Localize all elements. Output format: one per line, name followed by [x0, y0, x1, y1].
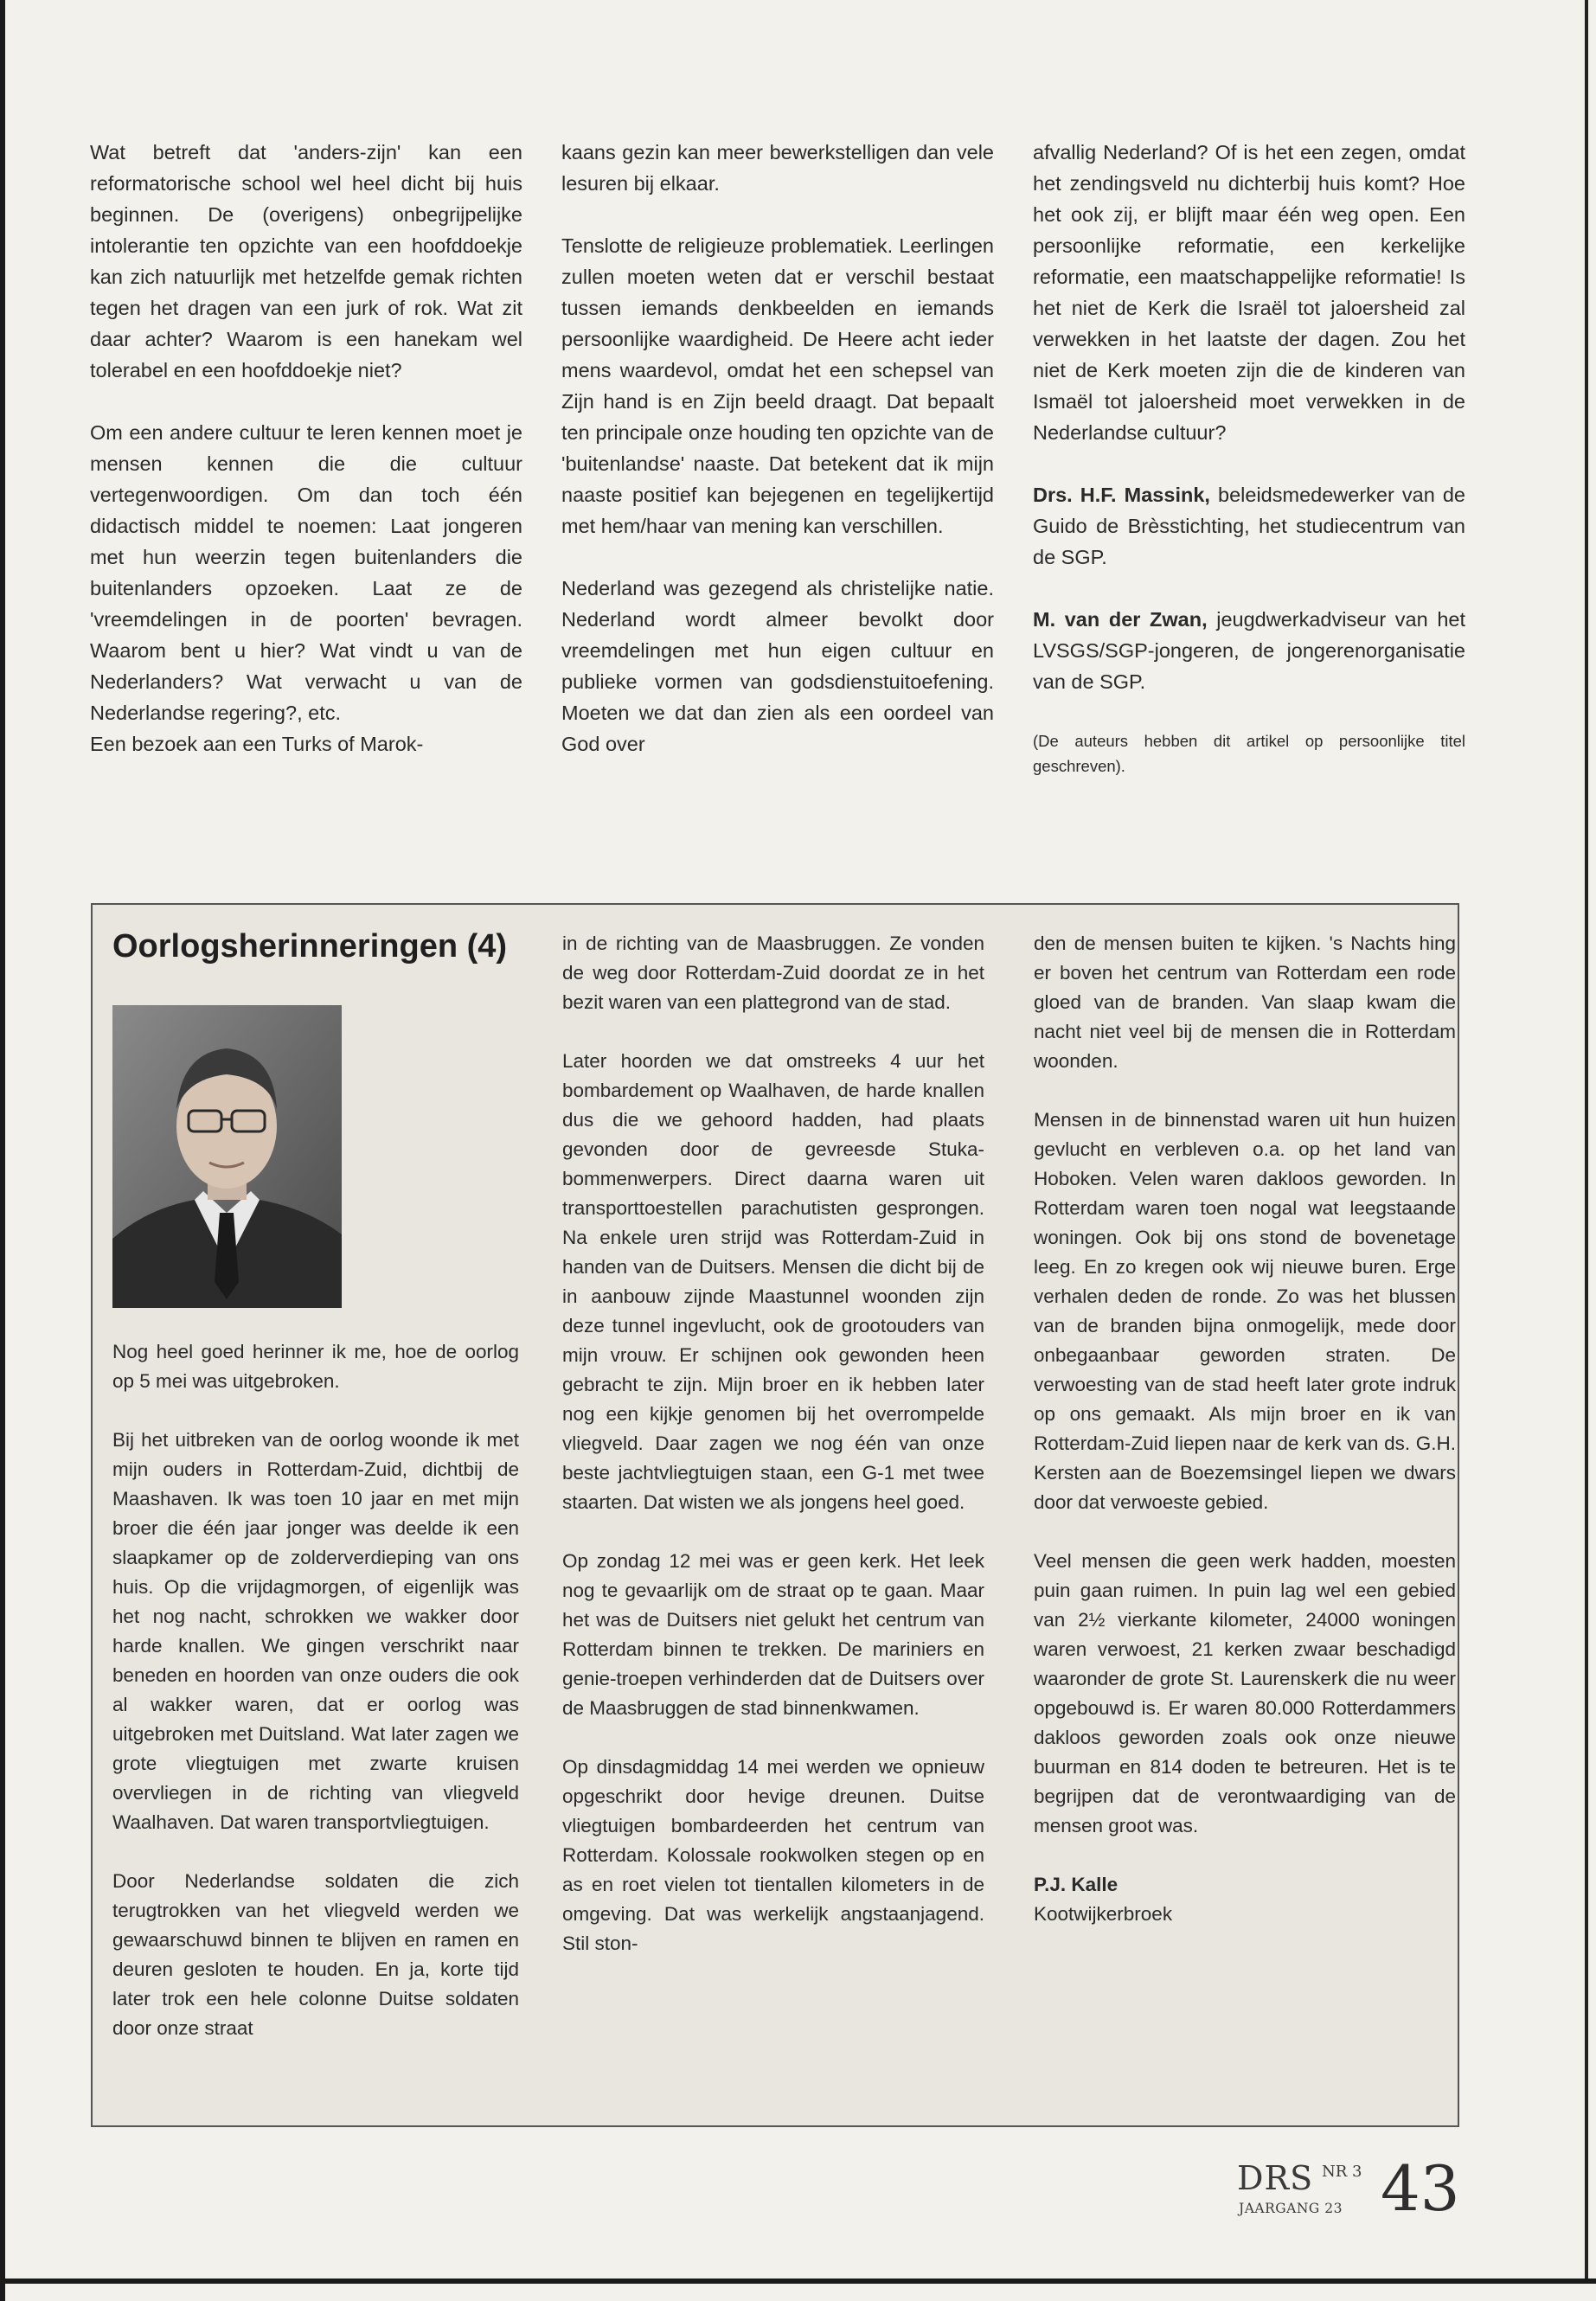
author-photo [112, 1005, 342, 1308]
article-column-1 [90, 137, 522, 760]
page-number: 43 [1381, 2152, 1460, 2225]
article-column-3 [1033, 137, 1465, 779]
author-name: Drs. H.F. Massink, [1033, 484, 1210, 506]
article-paragraph: kaans gezin kan meer bewerkstelligen dan vele lesuren bij elkaar. [561, 141, 994, 195]
box-author-name [1034, 1870, 1456, 1900]
author-role: jeugdwerkadviseur van het LVSGS/SGP-jongeren, de jongerenorganisatie van de SGP. [1033, 608, 1465, 693]
article-paragraph: Een bezoek aan een Turks of Marok- [90, 733, 424, 755]
box-author-place: Kootwijkerbroek [1034, 1903, 1173, 1925]
box-paragraph: Op zondag 12 mei was er geen kerk. Het leek nog te gevaarlijk om de straat op te gaan. Maar het was de Duitsers niet gelukt het centrum van Rotterdam binnen te trekken. De mariniers en genie-troepen verhinderden dat de Duitsers over de Maasbruggen de stad binnenkwamen. [562, 1550, 984, 1719]
article-paragraph: Nederland was gezegend als christelijke natie. Nederland wordt almeer bevolkt door vreemdelingen met hun eigen cultuur en publieke vormen van godsdienstuitoefening. Moeten we dat dan zien als een oordeel van God over [561, 577, 994, 755]
box-column-1 [112, 1337, 519, 2043]
page-footer [1237, 2152, 1471, 2235]
volume-label: JAARGANG 23 [1239, 2201, 1343, 2216]
issue-number: NR 3 [1322, 2163, 1362, 2181]
article-paragraph: Tenslotte de religieuze problematiek. Leerlingen zullen moeten weten dat er verschil bestaat tussen iemands denkbeelden en iemands persoonlijke waardigheid. De Heere acht ieder mens waardevol, omdat het een schepsel van Zijn hand is en Zijn beeld draagt. Dat bepaalt ten principale onze houding ten opzichte van de 'buitenlandse' naaste. Dat betekent dat ik mijn naaste positief kan bejegenen en tegelijkertijd met hem/haar van mening kan verschillen. [561, 234, 994, 537]
box-title: Oorlogsherinneringen (4) [112, 928, 508, 965]
box-paragraph: in de richting van de Maasbruggen. Ze vonden de weg door Rotterdam-Zuid doordat ze in het bezit waren van een plattegrond van de stad. [562, 933, 984, 1013]
scan-edge-right [1585, 0, 1588, 2284]
author-name: P.J. Kalle [1034, 1874, 1118, 1895]
author-note: (De auteurs hebben dit artikel op persoonlijke titel geschreven). [1033, 732, 1465, 775]
box-paragraph: den de mensen buiten te kijken. 's Nachts hing er boven het centrum van Rotterdam een rode gloed van de branden. Van slaap kwam die nacht niet veel bij de mensen die in Rotterdam woonden. [1034, 933, 1456, 1072]
magazine-name: DRS [1237, 2159, 1314, 2197]
article-paragraph: afvallig Nederland? Of is het een zegen, omdat het zendingsveld nu dichterbij huis komt? Hoe het ook zij, er blijft maar één weg open. Een persoonlijke reformatie, een kerkelijke reformatie, een maatschappelijke reformatie! Is het niet de Kerk die Israël tot jaloersheid zal verwekken in het laatste der dagen. Zou het niet de Kerk moeten zijn die de kinderen van Ismaël tot jaloersheid moet verwekken in de Nederlandse cultuur? [1033, 141, 1465, 444]
box-paragraph: Door Nederlandse soldaten die zich terugtrokken van het vliegveld werden we gewaarschuwd binnen te blijven en ramen en deuren gesloten te houden. En ja, korte tijd later trok een hele colonne Duitse soldaten door onze straat [112, 1870, 519, 2039]
box-paragraph: Op dinsdagmiddag 14 mei werden we opnieuw opgeschrikt door hevige dreunen. Duitse vliegtuigen bombardeerden het centrum van Rotterdam. Kolossale rookwolken stegen op en as en roet vielen tot tientallen kilometers in de omgeving. Dat was werkelijk angstaanjagend. Stil ston- [562, 1756, 984, 1954]
scan-edge-bottom [0, 2279, 1596, 2284]
author-role: beleidsmedewerker van de Guido de Brèsstichting, het studiecentrum van de SGP. [1033, 484, 1465, 568]
box-column-2 [562, 929, 984, 1958]
article-paragraph: Wat betreft dat 'anders-zijn' kan een reformatorische school wel heel dicht bij huis beginnen. De (overigens) onbegrijpelijke intolerantie ten opzichte van een hoofddoekje kan zich natuurlijk met hetzelfde gemak richten tegen het dragen van een jurk of rok. Wat zit daar achter? Waarom is een hanekam wel tolerabel en een hoofddoekje niet? [90, 141, 522, 381]
article-paragraph: Om een andere cultuur te leren kennen moet je mensen kennen die die cultuur vertegenwoordigen. Om dan toch één didactisch middel te noemen: Laat jongeren met hun weerzin tegen buitenlanders die buitenlanders opzoeken. Laat ze de 'vreemdelingen in de poorten' bevragen. Waarom bent u hier? Wat vindt u van de Nederlanders? Wat verwacht u van de Nederlandse regering?, etc. [90, 421, 522, 724]
author-credit-1 [1033, 479, 1465, 573]
box-column-3 [1034, 929, 1456, 1929]
box-paragraph: Later hoorden we dat omstreeks 4 uur het bombardement op Waalhaven, de harde knallen dus die we gehoord hadden, had plaats gevonden door de gevreesde Stuka-bommenwerpers. Direct daarna waren uit transporttoestellen parachutisten gesprongen. Na enkele uren strijd was Rotterdam-Zuid in handen van de Duitsers. Mensen die dicht bij de in aanbouw zijnde Maastunnel woonden zijn deze tunnel ingevlucht, ook de grootouders van mijn vrouw. Er schijnen ook gewonden heen gebracht te zijn. Mijn broer en ik hebben later nog een kijkje genomen bij het overrompelde vliegveld. Daar zagen we nog één van onze beste jachtvliegtuigen staan, een G-1 met twee staarten. Dat wisten we als jongens heel goed. [562, 1050, 984, 1513]
box-paragraph: Bij het uitbreken van de oorlog woonde ik met mijn ouders in Rotterdam-Zuid, dichtbij de Maashaven. Ik was toen 10 jaar en met mijn broer die één jaar jonger was deelde ik een slaapkamer op de zolderverdieping van ons huis. Op die vrijdagmorgen, of eigenlijk was het nog nacht, schrokken we wakker door harde knallen. We gingen verschrikt naar beneden en hoorden van onze ouders die ook al wakker waren, dat er oorlog was uitgebroken met Duitsland. Wat later zagen we grote vliegtuigen met zwarte kruisen overvliegen in de richting van vliegveld Waalhaven. Dat waren transportvliegtuigen. [112, 1429, 519, 1833]
author-credit-2 [1033, 604, 1465, 697]
article-column-2 [561, 137, 994, 760]
box-paragraph: Nog heel goed herinner ik me, hoe de oorlog op 5 mei was uitgebroken. [112, 1341, 519, 1392]
box-paragraph: Mensen in de binnenstad waren uit hun huizen gevlucht en verbleven o.a. op het land van Hoboken. Velen waren dakloos geworden. In Rotterdam waren toen nogal wat leegstaande woningen. Ook bij ons stond de bovenetage leeg. En zo kregen ook wij nieuwe buren. Erge verhalen deden de ronde. Zo was het blussen van de branden bijna onmogelijk, mede door onbegaanbaar geworden straten. De verwoesting van de stad heeft later grote indruk op ons gemaakt. Als mijn broer en ik van Rotterdam-Zuid liepen naar de kerk van ds. G.H. Kersten aan de Boezemsingel liepen we dwars door dat verwoeste gebied. [1034, 1109, 1456, 1513]
author-name: M. van der Zwan, [1033, 608, 1208, 631]
box-paragraph: Veel mensen die geen werk hadden, moesten puin gaan ruimen. In puin lag wel een gebied van 2½ vierkante kilometer, 24000 woningen waren verwoest, 21 kerken zwaar beschadigd waaronder de grote St. Laurenskerk die nu weer opgebouwd is. Er waren 80.000 Rotterdammers dakloos geworden zoals ook onze nieuwe buurman en 814 doden te betreuren. Het is te begrijpen dat de verontwaardiging van de mensen groot was. [1034, 1550, 1456, 1836]
portrait-image [112, 1005, 342, 1308]
scan-edge-left [0, 0, 5, 2301]
